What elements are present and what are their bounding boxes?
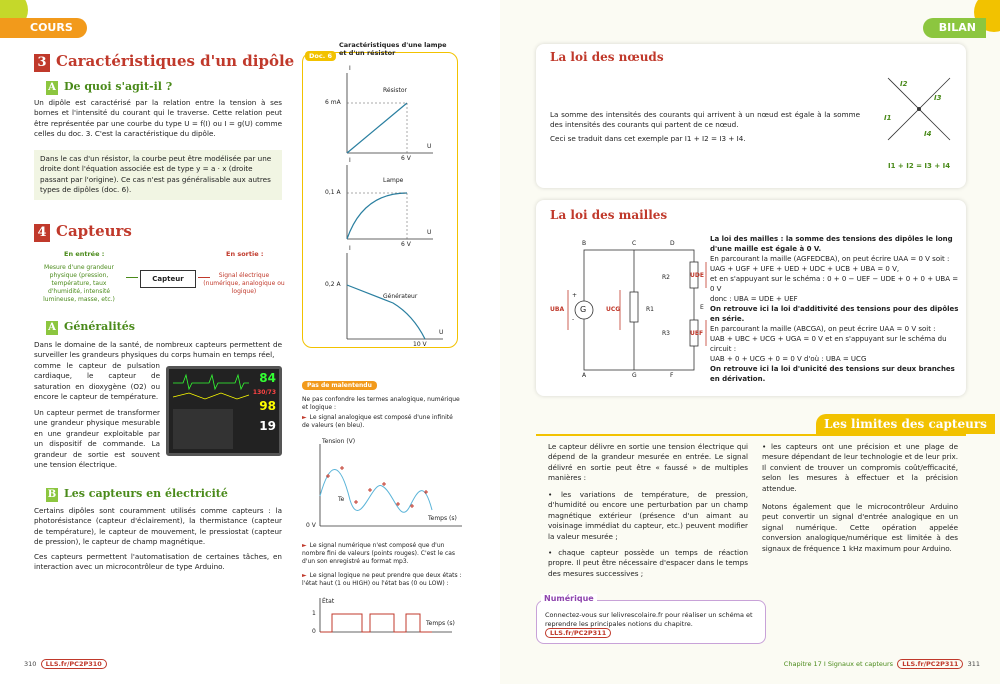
u-ef: UEF [690, 330, 704, 337]
generator-symbol: G [580, 305, 587, 314]
r1-label: R1 [646, 306, 654, 313]
mailles-p9: On retrouve ici la loi d'unicité des tensions sur deux branches en dérivation. [710, 365, 955, 383]
input-text: Mesure d'une grandeur physique (pression, température, taux d'humidité, intensité lumineuse, masse, etc.) [43, 264, 115, 303]
mailles-p6: En parcourant la maille (ABCGA), on peut écrire UAA = 0 V soit : [710, 325, 936, 333]
logic-y-label: État [322, 598, 335, 605]
graph3-name: Générateur [383, 293, 418, 300]
graph2-y: 0,1 A [325, 189, 341, 196]
u-cg: UCG [606, 306, 621, 313]
numerique-link[interactable]: LLS.fr/PC2P311 [545, 628, 611, 638]
gen-minus: - [572, 316, 575, 323]
node-g: G [632, 372, 637, 379]
node-f: F [670, 372, 674, 379]
tip-graph-y: Tension (V) [322, 438, 356, 445]
logic-one: 1 [312, 610, 316, 617]
right-footer-link[interactable]: LLS.fr/PC2P311 [897, 659, 963, 669]
node-e: E [700, 304, 704, 311]
tip-title: Pas de malentendu [302, 381, 377, 390]
generalites-paragraph-1: Dans le domaine de la santé, de nombreux capteurs permettent de surveiller les grandeurs physiques du corps humain en temps réel, [34, 340, 282, 360]
tip-numeric: ► Le signal numérique n'est composé que d'un nombre fini de valeurs (points rouges). C'est le cas d'un son enregistré au format mp3. [302, 542, 456, 565]
mailles-p2: UAG + UGF + UFE + UED + UDC + UCB + UBA = 0 V, [710, 265, 900, 273]
electricite-paragraph-1: Certains dipôles sont couramment utilisés comme capteurs : la photorésistance (capteur d'éclairement), la thermistance (capteur de température), le capteur de mouvement, le pressiostat (capteur de pression), le capteur de champ magnétique. [34, 506, 282, 547]
node-label-i2: I2 [900, 80, 908, 88]
r2-label: R2 [662, 274, 670, 281]
card-loi-mailles [536, 200, 966, 396]
graph3-axis-i: I [349, 245, 351, 252]
left-footer: 310 LLS.fr/PC2P310 [24, 660, 107, 668]
mailles-p5: On retrouve ici la loi d'additivité des tensions pour des dipôles en série. [710, 305, 959, 323]
monitor-spo2: 98 [259, 399, 276, 413]
node-d: D [670, 240, 675, 247]
graph1-name: Résistor [383, 87, 407, 94]
node-label-i4: I4 [924, 130, 932, 138]
graph2-axis-u: U [427, 229, 432, 236]
monitor-pressure: 130/73 [252, 389, 276, 396]
graph3-axis-u: U [439, 329, 444, 336]
patient-monitor-image [166, 366, 282, 456]
graph1-y: 6 mA [325, 99, 341, 106]
generalites-paragraph-2: comme le capteur de pulsation cardiaque, le capteur de saturation en dioxygène (O2) ou encore le capteur de température. [34, 361, 160, 402]
logic-zero: 0 [312, 628, 316, 635]
graph1-axis-i: I [349, 65, 351, 72]
limites-bullet-1: • les variations de température, de pression, d'humidité ou encore une perturbation par un champ magnétique extérieur (présence d'un aimant au voisinage immédiat du capteur, etc.) peuvent modifier la valeur mesurée ; [548, 490, 748, 541]
doc6-box [302, 41, 458, 348]
node-b: B [582, 240, 587, 247]
tip-graph-x: Temps (s) [428, 515, 457, 522]
node-c: C [632, 240, 637, 247]
monitor-resp: 19 [259, 419, 276, 433]
numerique-label: Numérique [541, 594, 597, 603]
generalites-paragraph-3: Un capteur permet de transformer une grandeur physique mesurable en une grandeur exploitable par un dispositif de commande. La grandeur de sortie est souvent une tension électrique. [34, 408, 160, 470]
noeuds-text-2: Ceci se traduit dans cet exemple par I1 + I2 = I3 + I4. [550, 134, 746, 143]
tip-analog: ► Le signal analogique est composé d'une infinité de valeurs (en bleu). [302, 414, 453, 429]
numerique-text: Connectez-vous sur lelivrescolaire.fr pour réaliser un schéma et reprendre les principales notions du chapitre. LLS.fr/PC2P311 [545, 611, 753, 637]
tip-intro: Ne pas confondre les termes analogique, numérique et logique : [302, 396, 460, 411]
limites-bullet-2: • chaque capteur possède un temps de réaction propre. Il peut être nécessaire d'espacer dans le temps des mesures successives ; [548, 548, 749, 578]
doc6-graphs [303, 53, 459, 349]
mailles-p3: et en s'appuyant sur le schéma : 0 + 0 − UEF − UDE + 0 + 0 + UBA = 0 V [710, 275, 959, 293]
r3-label: R3 [662, 330, 670, 337]
gen-plus: + [572, 292, 578, 299]
mailles-p4: donc : UBA = UDE + UEF [710, 295, 798, 303]
right-page [500, 0, 1000, 684]
tip-logic: ► Le signal logique ne peut prendre que deux états : l'état haut (1 ou HIGH) ou l'état bas (0 ou LOW) : [302, 572, 462, 587]
graph2-name: Lampe [383, 177, 404, 184]
limites-col2-paragraph: Notons également que le microcontrôleur Arduino peut convertir un signal d'entrée analogique en un signal numérique. Cette opération appelée conversion analogique/numérique est limitée à des signaux de fréquence 1 kHz maximum pour Arduino. [762, 502, 958, 553]
mailles-p7: UAB + UBC + UCG + UGA = 0 V et en s'appuyant sur le schéma du circuit : [710, 335, 947, 353]
mailles-title: La loi des mailles [550, 208, 668, 222]
left-footer-link[interactable]: LLS.fr/PC2P310 [41, 659, 107, 669]
electricite-paragraph-2: Ces capteurs permettent l'automatisation de certaines tâches, en interaction avec un microcontrôleur de type Arduino. [34, 552, 282, 572]
limites-bullet-3: • les capteurs ont une précision et une plage de mesure dépendant de leur technologie et de leur prix. Il convient de trouver un compromis coût/efficacité, selon les mesures à effectuer et la précision attendue. [762, 442, 958, 493]
bilan-tab: BILAN [923, 18, 986, 38]
u-de: UDE [690, 272, 704, 279]
output-text: Signal électrique (numérique, analogique ou logique) [203, 272, 285, 295]
limites-intro: Le capteur délivre en sortie une tension électrique qui dépend de la grandeur mesurée en entrée. Le signal délivré en sortie peut être « faussé » de multiples manières : [548, 442, 748, 483]
tip-graph-te: Te [338, 496, 345, 503]
numerique-box [536, 594, 766, 644]
mailles-law: La loi des mailles : la somme des tensions des dipôles le long d'une maille est égale à 0 V. [710, 235, 953, 253]
output-label: En sortie : [226, 250, 264, 258]
sensor-diagram [34, 250, 285, 310]
generalites-title: A Généralités [46, 320, 135, 335]
section3-subA-title: A De quoi s'agit-il ? [46, 80, 172, 95]
electricite-title: B Les capteurs en électricité [47, 487, 228, 500]
noeuds-text-1: La somme des intensités des courants qui arrivent à un nœud est égale à la somme des intensités des courants qui partent de ce nœud. [550, 110, 860, 130]
mailles-p8: UAB + 0 + UCG + 0 = 0 V d'où : UBA = UCG [710, 355, 867, 363]
graph1-x: 6 V [401, 155, 411, 162]
mailles-p1: En parcourant la maille (AGFEDCBA), on peut écrire UAA = 0 V soit : [710, 255, 950, 263]
u-ba: UBA [550, 306, 565, 313]
graph1-axis-u: U [427, 143, 432, 150]
logic-x-label: Temps (s) [426, 620, 455, 627]
right-footer: Chapitre 17 I Signaux et capteurs LLS.fr/PC2P311 311 [783, 660, 980, 668]
graph2-x: 6 V [401, 241, 411, 248]
input-label: En entrée : [64, 250, 105, 258]
limites-header: Les limites des capteurs [816, 414, 995, 434]
section3-note-box: Dans le cas d'un résistor, la courbe peut être modélisée par une droite dont l'équation associée est de type y = a · x (droite passant par l'origine). Ce cas n'est pas généralisable aux autres types de dipôles (doc. 6). [34, 150, 282, 200]
noeuds-formula: I1 + I2 = I3 + I4 [888, 162, 951, 170]
monitor-heart-rate: 84 [259, 371, 276, 385]
node-label-i1: I1 [884, 114, 892, 122]
cours-tab: COURS [0, 18, 87, 38]
card-loi-noeuds [536, 44, 966, 188]
circuit-diagram [544, 240, 714, 380]
graph3-x: 10 V [413, 341, 427, 348]
doc6-label: Doc. 6 [305, 51, 336, 61]
node-label-i3: I3 [934, 94, 942, 102]
doc6-title: Caractéristiques d'une lampe et d'un résistor [339, 41, 447, 57]
node-a: A [582, 372, 587, 379]
section3-paragraph: Un dipôle est caractérisé par la relation entre la tension à ses bornes et l'intensité du courant qui le traverse. Cette relation peut être représentée par une courbe du type U = f(I) ou I = g(U) comme celles du doc. 3. C'est la caractéristique du dipôle. [34, 98, 282, 139]
noeuds-title: La loi des nœuds [550, 50, 664, 64]
section3-title: 3 Caractéristiques d'un dipôle [34, 52, 294, 72]
graph3-y: 0,2 A [325, 281, 341, 288]
mailles-text [710, 234, 960, 384]
section4-title: 4 Capteurs [34, 222, 132, 242]
sensor-box: Capteur [140, 270, 196, 288]
tip-graph-zero: 0 V [306, 522, 316, 529]
graph2-axis-i: I [349, 157, 351, 164]
